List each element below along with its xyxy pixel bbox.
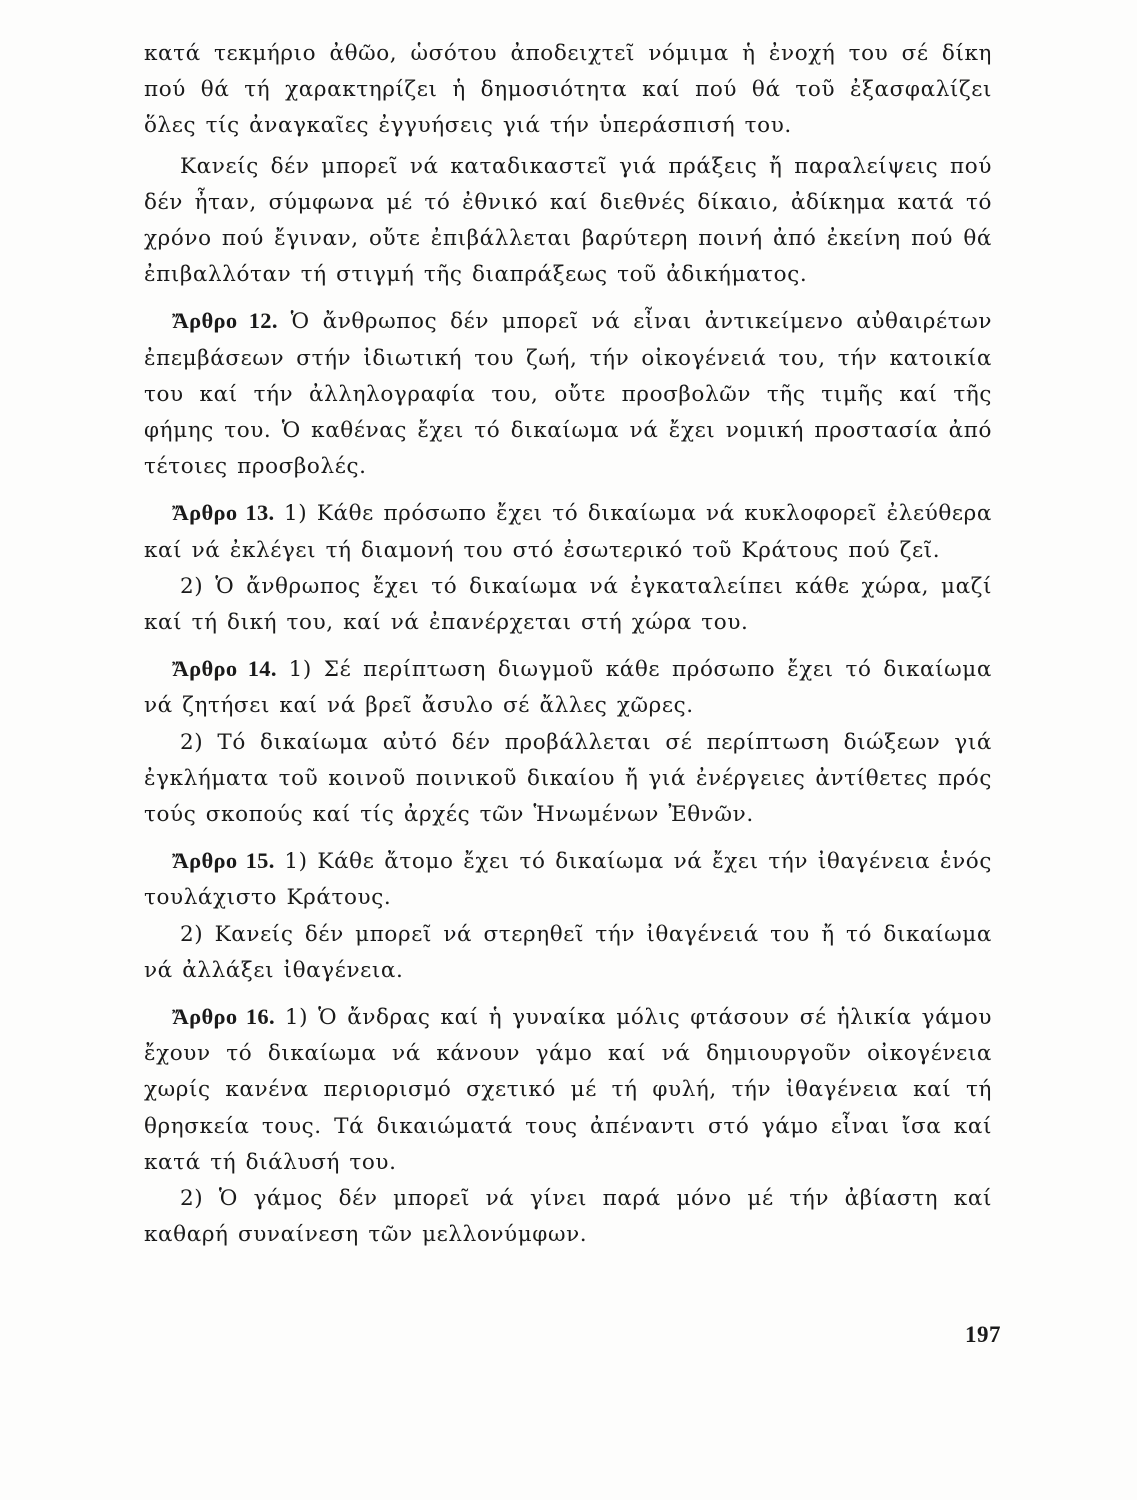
article-12-text: Ὁ ἄνθρωπος δέν μπορεῖ νά εἶναι ἀντικείμενο αὐθαιρέτων ἐπεμβάσεων στήν ἰδιωτική του ζωή, τήν οἰκογένειά του, τήν κατοικία του καί τήν ἀλληλογραφία του, οὔτε προσβολῶν τῆς τιμῆς καί τῆς φήμης του. Ὁ καθένας ἔχει τό δικαίωμα νά ἔχει νομική προστασία ἀπό τέτοιες προσβολές. [144,309,992,480]
paragraph-article-11-continuation: κατά τεκμήριο ἀθῶο, ὡσότου ἀποδειχτεῖ νόμιμα ἡ ἐνοχή του σέ δίκη πού θά τή χαρακτηρίζει ἡ δημοσιότητα καί πού θά τοῦ ἐξασφαλίζει ὅλες τίς ἀναγκαῖες ἐγγυήσεις γιά τήν ὑπεράσπισή του. [144,41,992,139]
article-16-clause-1 [144,999,992,1181]
article-13-clause-2: 2) Ὁ ἄνθρωπος ἔχει τό δικαίωμα νά ἐγκαταλείπει κάθε χώρα, μαζί καί τή δική του, καί νά ἐπανέρχεται στή χώρα του. [144,573,992,636]
article-16-text: 1) Ὁ ἄνδρας καί ἡ γυναίκα μόλις φτάσουν σέ ἡλικία γάμου ἔχουν τό δικαίωμα νά κάνουν γάμο καί νά δημιουργοῦν οἰκογένεια χωρίς κανένα περιορισμό σχετικό μέ τή φυλή, τήν ἰθαγένεια καί τή θρησκεία τους. Τά δικαιώματά τους ἀπέναντι στό γάμο εἶναι ἴσα καί κατά τή διάλυσή του. [144,1005,992,1175]
article-15-clause-2: 2) Κανείς δέν μπορεῖ νά στερηθεῖ τήν ἰθαγένειά του ἤ τό δικαίωμα νά ἀλλάξει ἰθαγένεια. [144,921,992,983]
article-15-heading: Ἄρθρο 15. [172,848,275,874]
article-14-heading: Ἄρθρο 14. [172,656,277,682]
article-16-clause-2: 2) Ὁ γάμος δέν μπορεῖ νά γίνει παρά μόνο μέ τήν ἀβίαστη καί καθαρή συναίνεση τῶν μελλονύμφων. [144,1186,992,1248]
article-14-clause-1 [144,651,992,724]
article-12-clause-1 [144,303,992,485]
paragraph-article-11-clause-2: Κανείς δέν μπορεῖ νά καταδικαστεῖ γιά πράξεις ἤ παραλείψεις πού δέν ἦταν, σύμφωνα μέ τό ἐθνικό καί διεθνές δίκαιο, ἀδίκημα κατά τό χρόνο πού ἔγιναν, οὔτε ἐπιβάλλεται βαρύτερη ποινή ἀπό ἐκείνη πού θά ἐπιβαλλόταν τή στιγμή τῆς διαπράξεως τοῦ ἀδικήματος. [144,153,992,288]
article-16-heading: Ἄρθρο 16. [172,1004,275,1030]
article-12-heading: Ἄρθρο 12. [172,308,278,334]
article-14-clause-2: 2) Τό δικαίωμα αὐτό δέν προβάλλεται σέ περίπτωση διώξεων γιά ἐγκλήματα τοῦ κοινοῦ ποινικοῦ δικαίου ἤ γιά ἐνέργειες ἀντίθετες πρός τούς σκοπούς καί τίς ἀρχές τῶν Ἡνωμένων Ἐθνῶν. [144,729,992,828]
article-16 [144,999,992,1253]
article-13-clause-1 [144,495,992,568]
article-15-clause-1 [144,843,992,916]
article-15 [144,843,992,989]
article-14-text: 1) Σέ περίπτωση διωγμοῦ κάθε πρόσωπο ἔχει τό δικαίωμα νά ζητήσει καί νά βρεῖ ἄσυλο σέ ἄλλες χῶρες. [144,657,992,719]
article-13-heading: Ἄρθρο 13. [172,500,275,526]
article-13 [144,495,992,641]
body-text [144,36,992,1254]
article-15-text: 1) Κάθε ἄτομο ἔχει τό δικαίωμα νά ἔχει τήν ἰθαγένεια ἑνός τουλάχιστο Κράτους. [144,849,992,911]
article-13-text: 1) Κάθε πρόσωπο ἔχει τό δικαίωμα νά κυκλοφορεῖ ἐλεύθερα καί νά ἐκλέγει τή διαμονή του στό ἐσωτερικό τοῦ Κράτους πού ζεῖ. [144,501,993,563]
page-number: 197 [965,1322,1001,1347]
article-12 [144,303,992,485]
article-14 [144,651,992,833]
